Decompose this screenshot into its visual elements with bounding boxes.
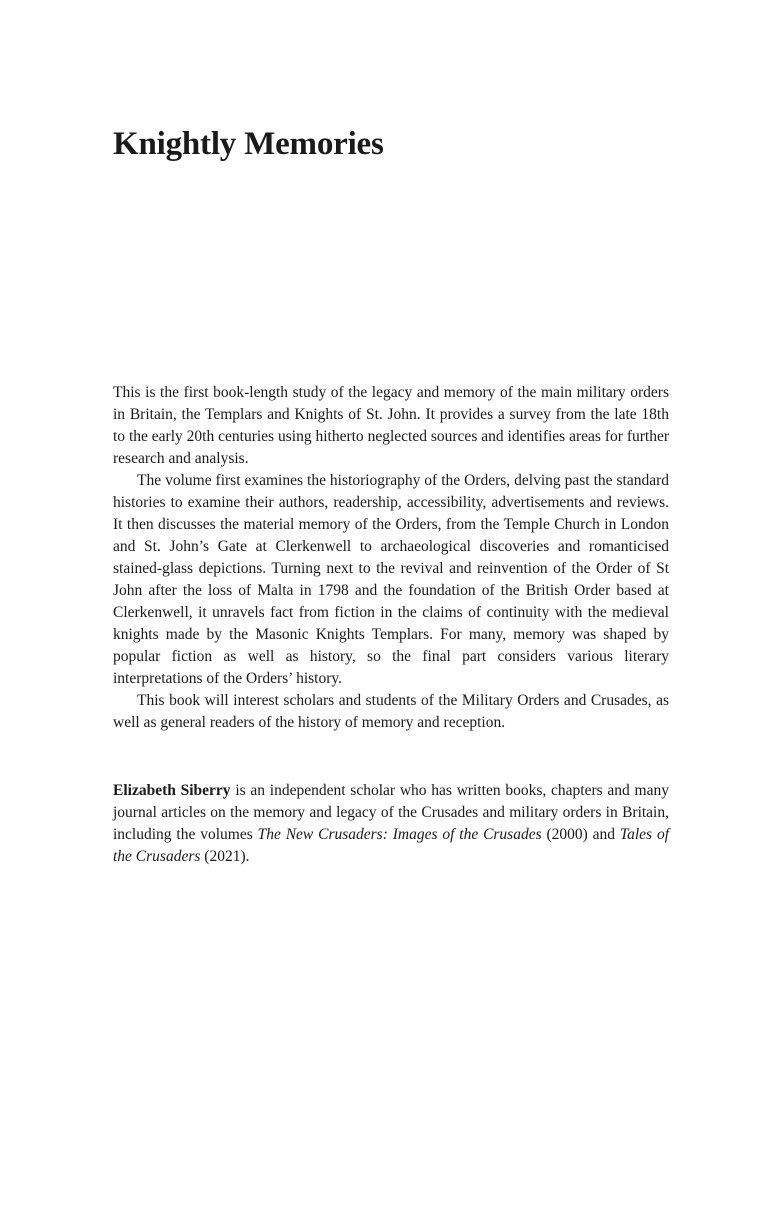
book-title-new-crusaders: The New Crusaders: Images of the Crusades: [257, 826, 542, 843]
author-name: Elizabeth Siberry: [113, 782, 231, 799]
page-title: Knightly Memories: [113, 126, 384, 162]
bio-text-2: (2000) and: [541, 826, 620, 843]
description-paragraph-3: This book will interest scholars and students of the Military Orders and Crusades, as well as general readers of the history of memory and reception.: [113, 692, 669, 731]
bio-text-3: (2021).: [200, 848, 250, 865]
book-title-tales-of-the-crusaders: Tales of the Crusaders: [113, 826, 670, 865]
book-description: [113, 382, 669, 734]
bio-text-1: is an independent scholar who has written books, chapters and many journal articles on the memory and legacy of the Crusades and military orders in Britain, including the volumes: [113, 782, 669, 843]
description-paragraph-1: This is the first book-length study of the legacy and memory of the main military orders in Britain, the Templars and Knights of St. John. It provides a survey from the late 18th to the early 20th centuries using hitherto neglected sources and identifies areas for further research and analysis.: [113, 384, 669, 467]
description-paragraph-2: The volume first examines the historiography of the Orders, delving past the standard histories to examine their authors, readership, accessibility, advertisements and reviews. It then discusses the material memory of the Orders, from the Temple Church in London and St. John’s Gate at Clerkenwell to archaeological discoveries and romanticised stained-glass depictions. Turning next to the revival and reinvention of the Order of St John after the loss of Malta in 1798 and the foundation of the British Order based at Clerkenwell, it unravels fact from fiction in the claims of continuity with the medieval knights made by the Masonic Knights Templars. For many, memory was shaped by popular fiction as well as history, so the final part considers various literary interpretations of the Orders’ history.: [113, 472, 669, 687]
author-bio: [113, 780, 669, 868]
